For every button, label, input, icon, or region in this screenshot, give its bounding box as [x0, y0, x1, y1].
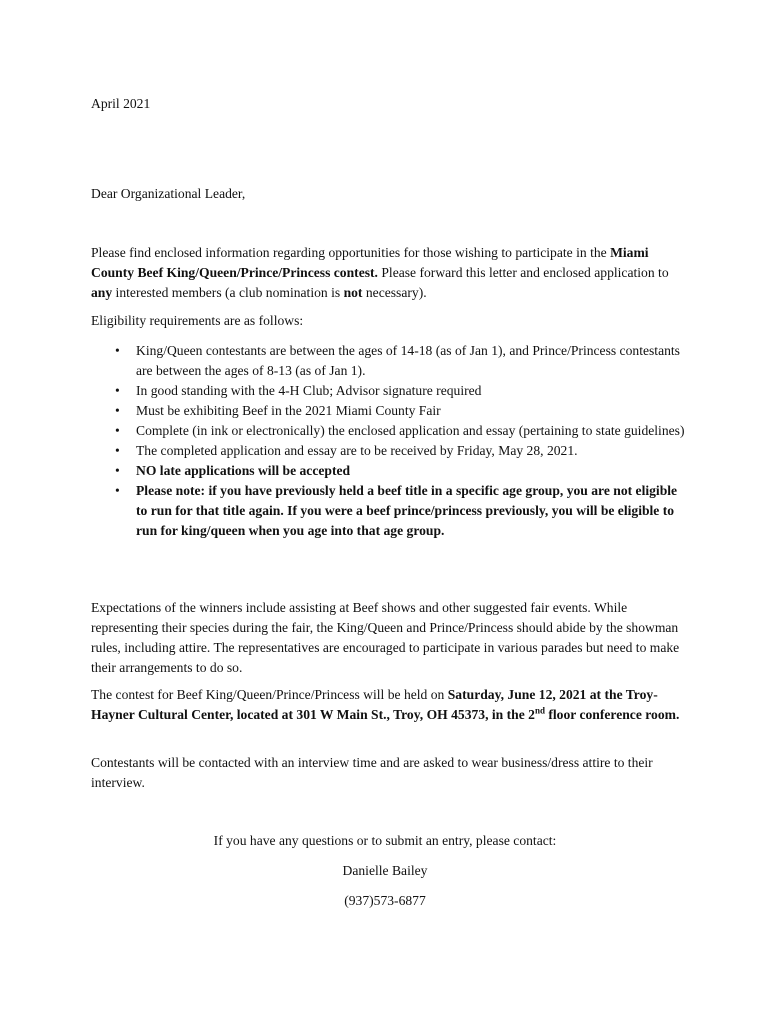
- requirement-item: [91, 461, 691, 481]
- contest-paragraph: [91, 685, 691, 725]
- requirement-text: The completed application and essay are to be received by Friday, May 28, 2021.: [136, 443, 578, 458]
- intro-paragraph: [91, 243, 691, 303]
- interview-note: Contestants will be contacted with an interview time and are asked to wear business/dress attire to their interview.: [91, 755, 653, 790]
- requirement-text: Must be exhibiting Beef in the 2021 Miami County Fair: [136, 403, 441, 418]
- ordinal-suffix: nd: [534, 705, 545, 716]
- requirement-item: [91, 421, 691, 441]
- requirement-text: King/Queen contestants are between the ages of 14-18 (as of Jan 1), and Prince/Princess contestants are between the ages of 8-13 (as of Jan 1).: [136, 343, 680, 378]
- contact-phone: (937)573-6877: [344, 893, 426, 908]
- requirement-item: [91, 381, 691, 401]
- eligibility-heading: Eligibility requirements are as follows:: [91, 313, 304, 328]
- requirement-text: Complete (in ink or electronically) the enclosed application and essay (pertaining to state guidelines): [136, 423, 685, 438]
- requirement-item: [91, 401, 691, 421]
- intro-text-4: necessary).: [362, 285, 427, 300]
- requirement-item: [91, 481, 691, 541]
- contest-details-text: Saturday, June 12, 2021 at the Troy-Hayner Cultural Center, located at 301 W Main St., Troy, OH 45373, in the 2: [91, 687, 658, 722]
- intro-text-3: interested members (a club nomination is: [112, 285, 344, 300]
- requirement-text: Please note: if you have previously held a beef title in a specific age group, you are not eligible to run for that title again. If you were a beef prince/princess previously, you will be eligible to run for king/queen when you age into that age group.: [136, 483, 678, 538]
- requirement-text: NO late applications will be accepted: [136, 463, 351, 478]
- emphasis-not: not: [343, 285, 363, 300]
- contest-lead: The contest for Beef King/Queen/Prince/Princess will be held on: [91, 687, 448, 702]
- contact-name: Danielle Bailey: [342, 863, 428, 878]
- letter-date: April 2021: [91, 96, 151, 111]
- requirement-item: [91, 441, 691, 461]
- contest-details-tail: floor conference room.: [544, 707, 680, 722]
- salutation: Dear Organizational Leader,: [91, 186, 246, 201]
- intro-text-1: Please find enclosed information regarding opportunities for those wishing to participate in the: [91, 245, 611, 260]
- contest-name: Miami County Beef King/Queen/Prince/Princess contest.: [91, 245, 649, 280]
- expectations-paragraph: Expectations of the winners include assisting at Beef shows and other suggested fair events. While representing their species during the fair, the King/Queen and Prince/Princess should abide by the showman rules, including attire. The representatives are encouraged to participate in various parades but need to make their arrangements to do so.: [91, 600, 680, 675]
- requirement-text: In good standing with the 4-H Club; Advisor signature required: [136, 383, 482, 398]
- emphasis-any: any: [91, 285, 113, 300]
- intro-text-2: Please forward this letter and enclosed application to: [377, 265, 669, 280]
- contact-prompt: If you have any questions or to submit an entry, please contact:: [213, 833, 557, 848]
- requirements-list: [91, 341, 691, 541]
- requirement-item: [91, 341, 691, 381]
